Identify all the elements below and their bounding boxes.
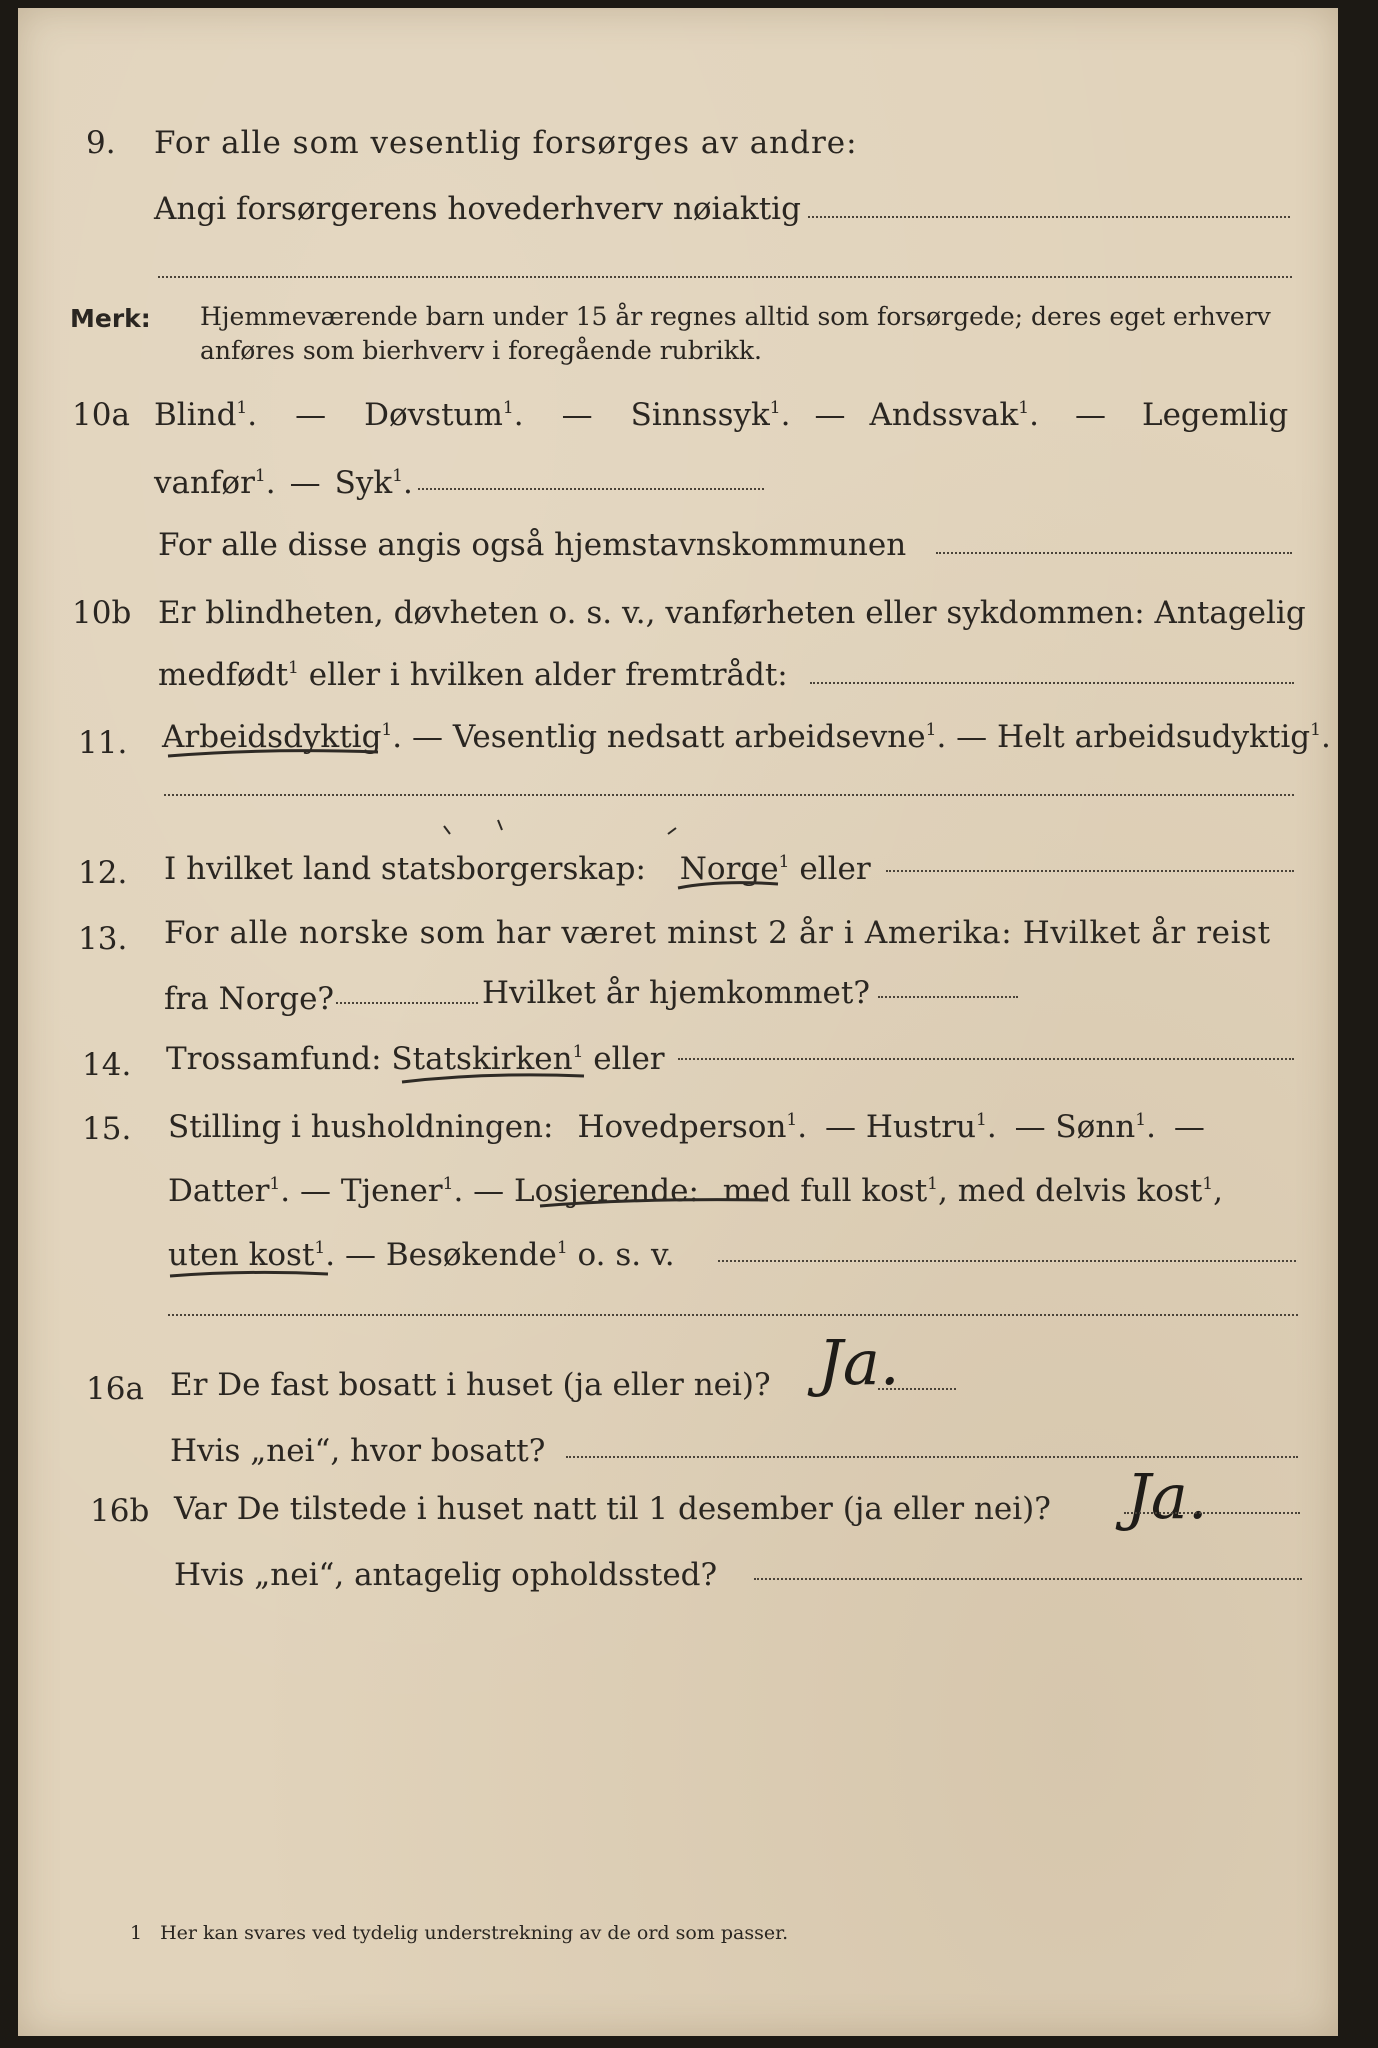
q12-number: 12. — [78, 855, 128, 891]
q10b-number: 10b — [72, 595, 132, 631]
q10b-line1: Er blindheten, døvheten o. s. v., vanførheten eller sykdommen: Antagelig — [158, 595, 1306, 631]
option-besokende: Besøkende — [385, 1237, 557, 1273]
q16a-line1: Er De fast bosatt i huset (ja eller nei)? — [170, 1367, 771, 1403]
q16b-handwritten-answer: Ja. — [1126, 1460, 1208, 1533]
option-delvis-kost: med delvis kost — [957, 1173, 1203, 1209]
option-blind: Blind — [154, 397, 237, 433]
handwritten-underlines — [18, 8, 1338, 2036]
q10b-line2: medfødt$^1$ eller i hvilken alder fremtrådt: — [158, 657, 788, 693]
option-losjerende: Losjerende: — [514, 1173, 699, 1209]
q13-text2a: fra Norge? — [164, 981, 335, 1017]
merk-line1: Hjemmeværende barn under 15 år regnes alltid som forsørgede; deres eget erhverv — [200, 302, 1271, 331]
q9-number: 9. — [86, 125, 116, 161]
option-uten-kost: uten kost — [168, 1237, 315, 1273]
option-syk: Syk — [334, 465, 393, 501]
option-vanfor: vanfør — [154, 465, 255, 501]
q15-line1: Stilling i husholdningen: Hovedperson$^1$. — Hustru$^1$. — Sønn$^1$. — — [168, 1109, 1205, 1145]
option-full-kost: med full kost — [722, 1173, 928, 1209]
q14-line: Trossamfund: Statskirken$^1$ eller — [166, 1041, 665, 1077]
q16a-line2: Hvis „nei“, hvor bosatt? — [170, 1433, 546, 1469]
q9-line1: For alle som vesentlig forsørges av andre: — [154, 125, 858, 161]
census-form-page — [18, 8, 1338, 2036]
q16a-number: 16a — [86, 1371, 144, 1407]
q10a-number: 10a — [72, 397, 130, 433]
option-medfodt: medfødt — [158, 657, 289, 693]
footnote-mark: 1 — [130, 1922, 143, 1944]
q15-line2: Datter$^1$. — Tjener$^1$. — Losjerende: med full kost$^1$, med delvis kost$^1$, — [168, 1173, 1223, 1209]
underline-uten-kost — [170, 1272, 328, 1276]
option-hustru: Hustru — [865, 1109, 976, 1145]
underline-arbeidsdyktig — [168, 751, 378, 756]
q10a-line2: vanfør$^1$. — Syk$^1$. — [154, 465, 413, 501]
option-dovstum: Døvstum — [364, 397, 503, 433]
underline-losjerende — [540, 1200, 768, 1206]
q12-line: I hvilket land statsborgerskap: Norge$^1$ eller — [164, 851, 871, 887]
q15-line3: uten kost$^1$. — Besøkende$^1$ o. s. v. — [168, 1237, 675, 1273]
option-sinnssyk: Sinnssyk — [630, 397, 770, 433]
q16b-line1: Var De tilstede i huset natt til 1 desember (ja eller nei)? — [174, 1491, 1051, 1527]
option-tjener: Tjener — [340, 1173, 443, 1209]
q10a-line1: Blind$^1$. — Døvstum$^1$. — Sinnssyk$^1$. — Andssvak$^1$. — Legemlig — [154, 397, 1289, 433]
q10a-line3: For alle disse angis også hjemstavnskommunen — [158, 527, 907, 563]
q11-line1: Arbeidsdyktig$^1$. — Vesentlig nedsatt arbeidsevne$^1$. — Helt arbeidsudyktig$^1$. — [162, 719, 1331, 755]
option-legemlig: Legemlig — [1142, 397, 1289, 433]
option-nedsatt: Vesentlig nedsatt arbeidsevne — [452, 719, 926, 755]
q9-line2: Angi forsørgerens hovederhverv nøiaktig — [154, 191, 801, 227]
option-datter: Datter — [168, 1173, 270, 1209]
q15-number: 15. — [82, 1111, 132, 1147]
q16a-handwritten-answer: Ja. — [818, 1326, 900, 1399]
option-andssvak: Andssvak — [869, 397, 1019, 433]
underline-statskirken — [402, 1075, 584, 1082]
merk-label: Merk: — [70, 304, 151, 333]
q13-text2b: Hvilket år hjemkommet? — [482, 975, 870, 1011]
q13-number: 13. — [78, 921, 128, 957]
option-udyktig: Helt arbeidsudyktig — [997, 719, 1311, 755]
underline-norge — [678, 883, 778, 888]
option-statskirken: Statskirken — [391, 1041, 573, 1077]
pencil-ticks — [444, 820, 676, 834]
merk-line2: anføres som bierhverv i foregående rubrikk. — [200, 336, 762, 365]
option-sonn: Sønn — [1055, 1109, 1136, 1145]
option-norge: Norge — [679, 851, 779, 887]
q11-number: 11. — [78, 725, 128, 761]
q13-line1: For alle norske som har været minst 2 år i Amerika: Hvilket år reist — [164, 915, 1271, 951]
q16b-number: 16b — [90, 1493, 150, 1529]
option-arbeidsdyktig: Arbeidsdyktig — [162, 719, 382, 755]
q16b-line2: Hvis „nei“, antagelig opholdssted? — [174, 1557, 718, 1593]
option-hovedperson: Hovedperson — [577, 1109, 787, 1145]
q14-number: 14. — [82, 1047, 132, 1083]
footnote-text: Her kan svares ved tydelig understrekning av de ord som passer. — [160, 1922, 789, 1944]
